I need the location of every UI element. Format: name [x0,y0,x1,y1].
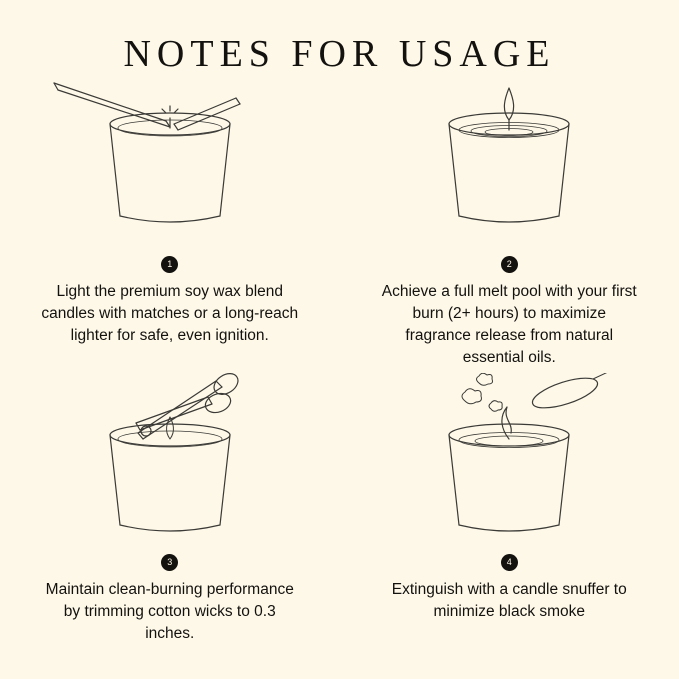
page-title: NOTES FOR USAGE [123,33,556,75]
step-caption: Achieve a full melt pool with your first burn (2+ hours) to maximize fragrance release from natural essential oils. [381,283,637,366]
candle-full-melt-pool-icon [379,80,639,250]
step-caption: Light the premium soy wax blend candles with matches or a long-reach lighter for safe, even ignition. [41,283,299,344]
step-caption: Maintain clean-burning performance by trimming cotton wicks to 0.3 inches. [45,581,294,642]
step-number-badge: 2 [501,256,518,273]
step-card-1 [0,76,340,369]
step-card-2 [340,76,679,369]
candle-with-matches-icon [40,80,300,250]
step-number-badge: 4 [501,554,518,571]
step-caption: Extinguish with a candle snuffer to minimize black smoke [391,581,627,620]
candle-snuffer-icon [379,373,639,548]
steps-grid [0,76,679,656]
step-card-3 [0,369,340,656]
step-number-badge: 1 [161,256,178,273]
step-number-badge: 3 [161,554,178,571]
candle-wick-trimmer-icon [40,373,300,548]
step-card-4 [340,369,679,656]
